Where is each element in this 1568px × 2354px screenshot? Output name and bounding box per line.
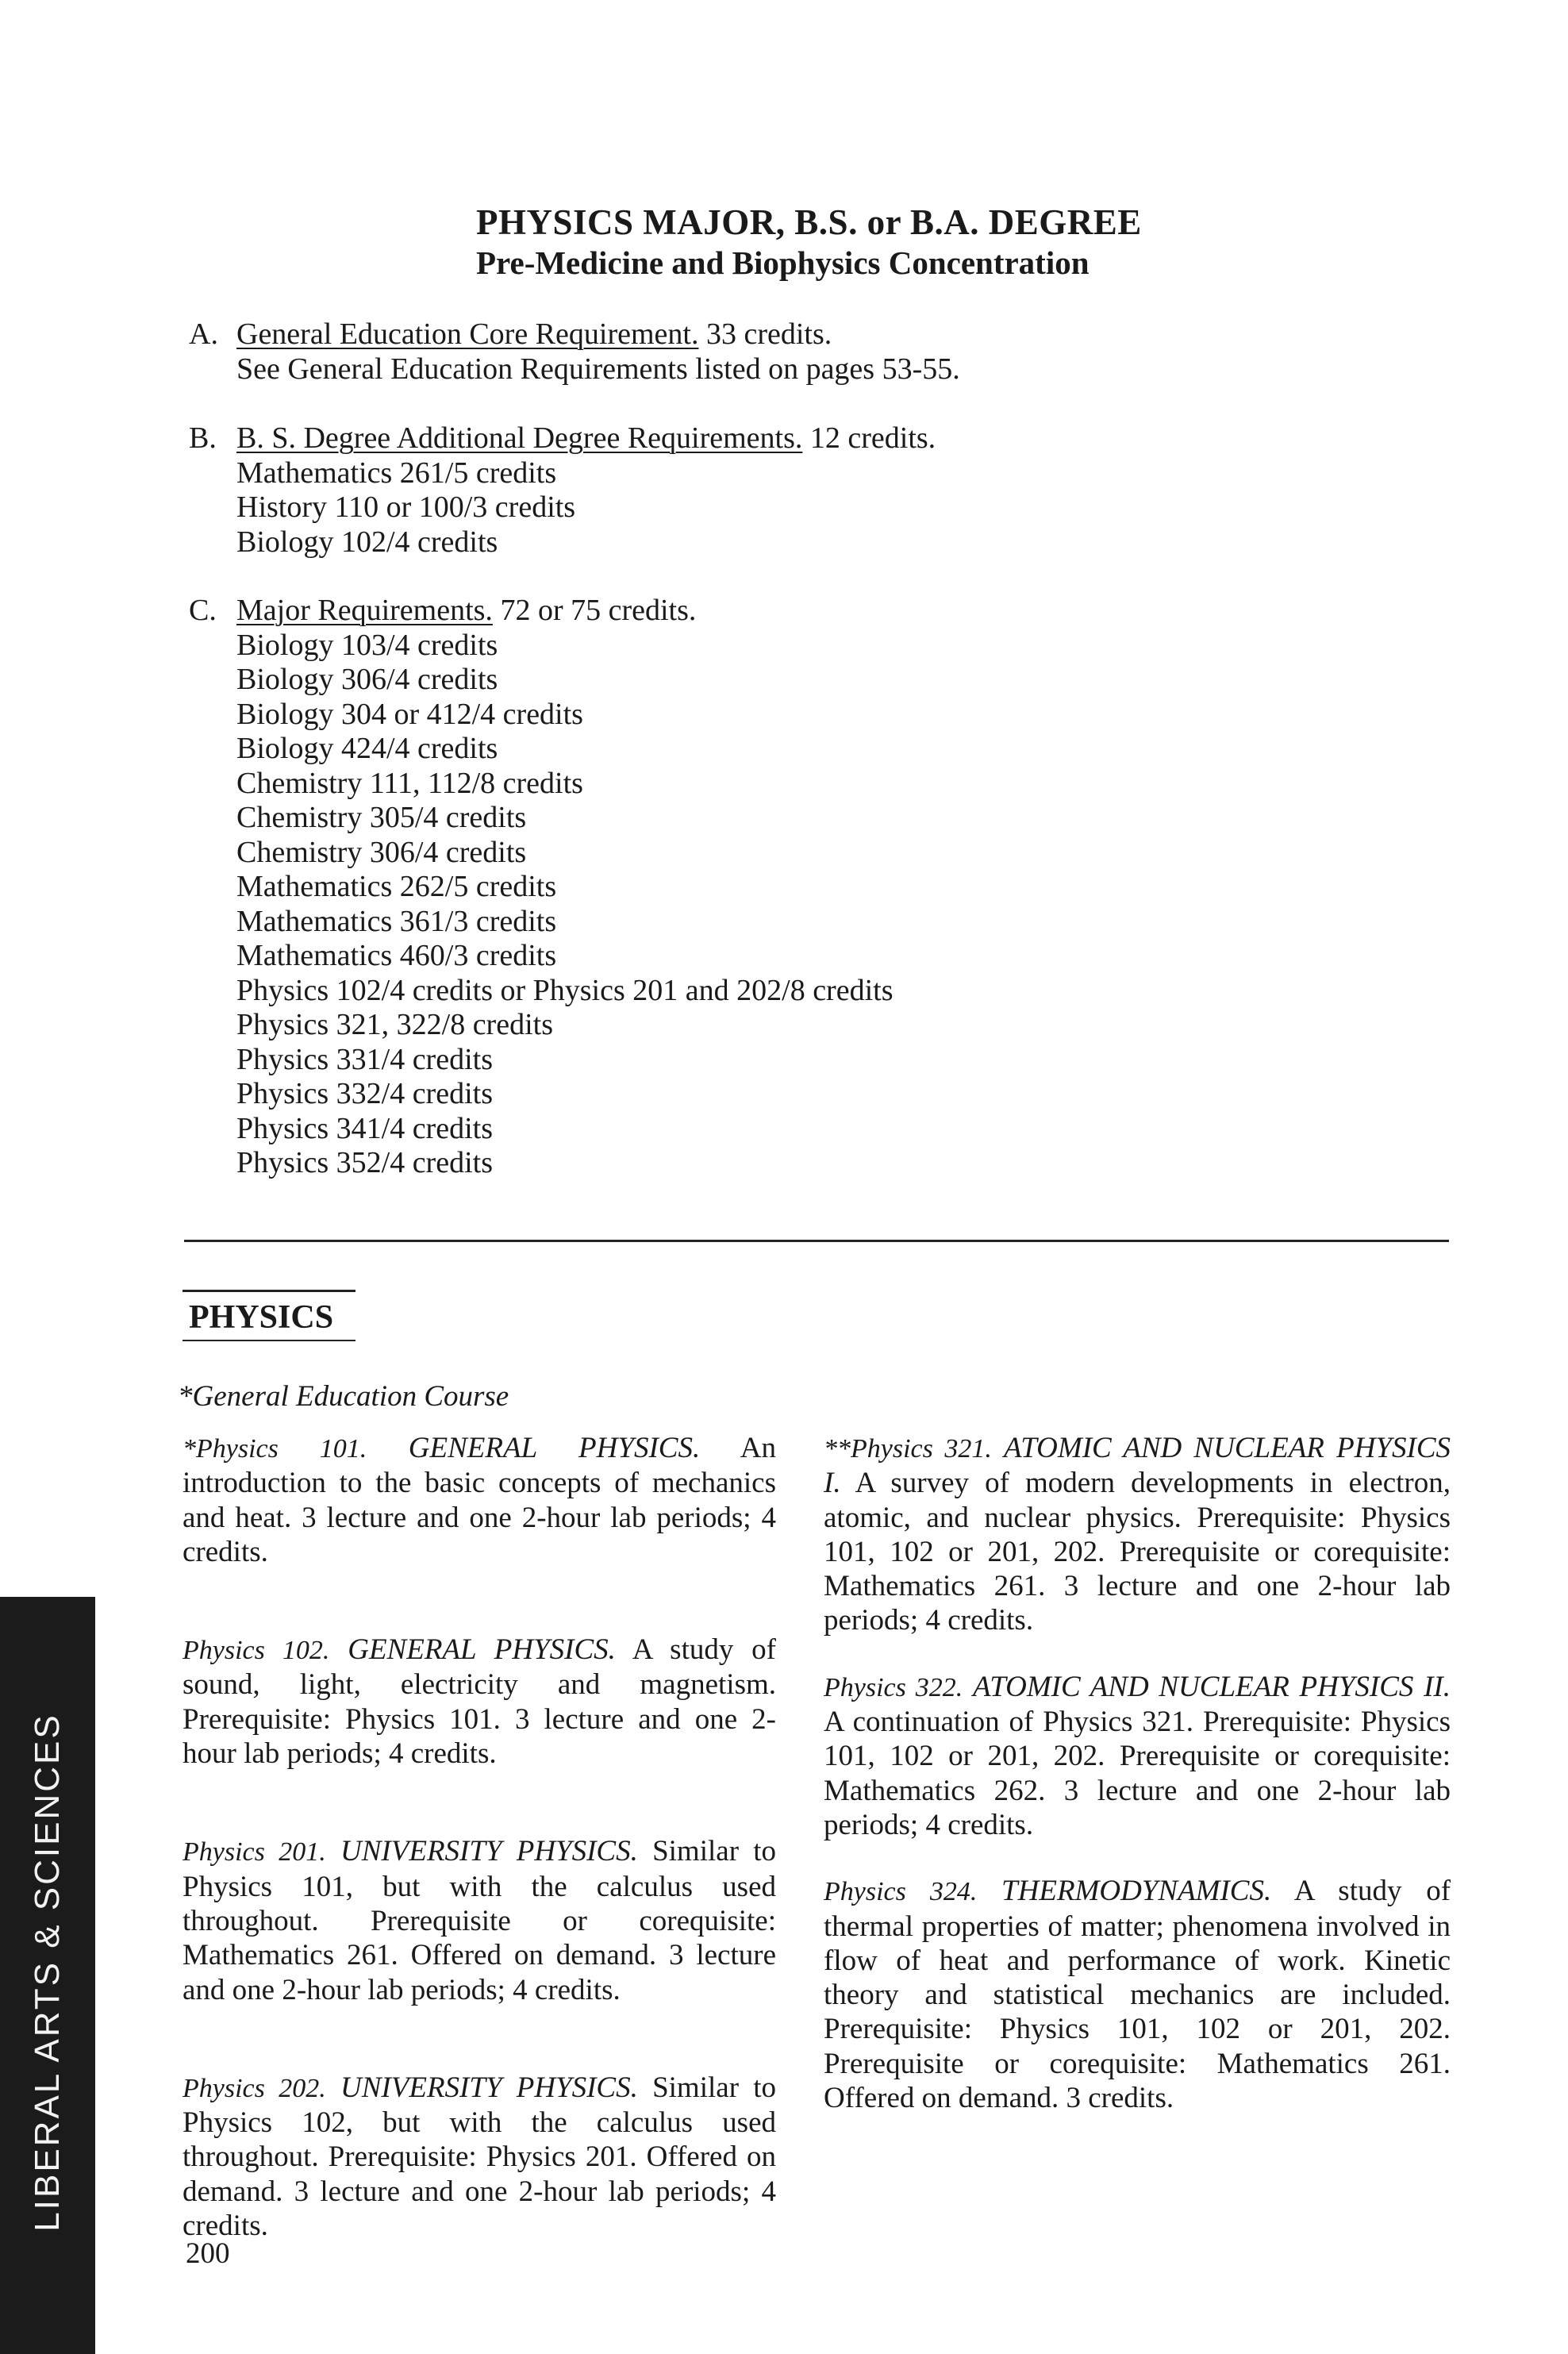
- course-physics-202: [183, 2071, 776, 2243]
- course-id: Physics 322.: [824, 1672, 963, 1702]
- list-item: History 110 or 100/3 credits: [236, 490, 576, 524]
- course-physics-324: [824, 1874, 1451, 2115]
- course-title: GENERAL PHYSICS.: [348, 1633, 616, 1667]
- list-item: Biology 102/4 credits: [236, 525, 498, 559]
- heading-rule-top: [183, 1290, 355, 1292]
- page-number: 200: [186, 2237, 230, 2270]
- section-heading: Major Requirements.: [236, 594, 493, 627]
- course-physics-102: [183, 1633, 776, 1771]
- course-title: ATOMIC AND NUCLEAR PHYSICS II.: [972, 1670, 1451, 1703]
- requirement-section-c: [189, 594, 1458, 1181]
- requirement-section-b: [189, 421, 1458, 560]
- list-item: Chemistry 111, 112/8 credits: [236, 766, 583, 800]
- list-item: Physics 321, 322/8 credits: [236, 1008, 553, 1041]
- course-id: **Physics 321.: [824, 1434, 992, 1464]
- course-column-right: [824, 1431, 1451, 2115]
- section-letter: B.: [189, 421, 217, 455]
- list-item: Physics 352/4 credits: [236, 1146, 493, 1179]
- list-item: Mathematics 261/5 credits: [236, 456, 557, 490]
- course-description: An introduction to the basic concepts of mechanics and heat. 3 lecture and one 2-hour lab periods; 4 credits.: [183, 1432, 776, 1568]
- list-item: Mathematics 361/3 credits: [236, 904, 557, 938]
- course-title: THERMODYNAMICS.: [1001, 1875, 1272, 1908]
- course-id: Physics 202.: [183, 2073, 326, 2103]
- heading-rule-bottom: [183, 1340, 355, 1341]
- course-description: A study of sound, light, electricity and magnetism. Prerequisite: Physics 101. 3 lecture and one 2-hour lab periods; 4 credits.: [183, 1633, 776, 1771]
- course-physics-201: [183, 1834, 776, 2006]
- course-description: Similar to Physics 102, but with the calculus used throughout. Prerequisite: Physics 201. Offered on demand. 3 lecture and one 2-hour lab periods; 4 credits.: [183, 2071, 776, 2243]
- gen-ed-note: *General Education Course: [178, 1380, 509, 1413]
- list-item: Biology 424/4 credits: [236, 732, 498, 765]
- page-title: PHYSICS MAJOR, B.S. or B.A. DEGREE: [476, 202, 1142, 242]
- course-title: GENERAL PHYSICS.: [408, 1432, 701, 1464]
- list-item: Biology 304 or 412/4 credits: [236, 697, 583, 731]
- list-item: Biology 103/4 credits: [236, 628, 498, 662]
- course-description: A continuation of Physics 321. Prerequisite: Physics 101, 102 or 201, 202. Prerequisite or corequisite: Mathematics 262. 3 lecture and one 2-hour lab periods; 4 credits.: [824, 1706, 1451, 1841]
- section-divider: [184, 1240, 1449, 1242]
- section-credits: 12 credits.: [809, 421, 936, 455]
- list-item: Mathematics 460/3 credits: [236, 939, 557, 972]
- list-item: Physics 102/4 credits or Physics 201 and 202/8 credits: [236, 973, 894, 1007]
- course-physics-322: [824, 1670, 1451, 1842]
- section-heading: General Education Core Requirement.: [236, 317, 699, 351]
- requirement-list: [189, 456, 1458, 560]
- section-credits: 72 or 75 credits.: [500, 594, 697, 627]
- requirement-list: [189, 629, 1458, 1181]
- course-title: UNIVERSITY PHYSICS.: [340, 2071, 638, 2104]
- section-letter: A.: [189, 317, 218, 351]
- section-note: See General Education Requirements listed on pages 53-55.: [236, 352, 960, 386]
- course-physics-101: [183, 1431, 776, 1569]
- list-item: Chemistry 305/4 credits: [236, 801, 527, 834]
- list-item: Mathematics 262/5 credits: [236, 870, 557, 903]
- course-title: UNIVERSITY PHYSICS.: [340, 1835, 638, 1868]
- course-description: Similar to Physics 101, but with the calculus used throughout. Prerequisite or corequisite: Mathematics 261. Offered on demand. 3 lecture and one 2-hour lab periods; 4 credits.: [183, 1835, 776, 2006]
- page-subtitle: Pre-Medicine and Biophysics Concentration: [476, 244, 1090, 281]
- course-id: Physics 102.: [183, 1636, 330, 1666]
- list-item: Physics 331/4 credits: [236, 1042, 493, 1076]
- physics-heading: PHYSICS: [189, 1299, 334, 1336]
- list-item: Physics 332/4 credits: [236, 1077, 493, 1110]
- list-item: Biology 306/4 credits: [236, 663, 498, 696]
- course-id: Physics 201.: [183, 1837, 326, 1867]
- section-letter: C.: [189, 594, 217, 627]
- page-header: [476, 202, 1190, 283]
- course-title: ATOMIC AND NUCLEAR PHYSICS I.: [824, 1432, 1451, 1500]
- list-item: Physics 341/4 credits: [236, 1111, 493, 1145]
- list-item: Chemistry 306/4 credits: [236, 835, 527, 869]
- course-description: A study of thermal properties of matter; phenomena involved in flow of heat and performance of work. Kinetic theory and statistical mechanics are included. Prerequisite: Physics 101, 102 or 201, 202. Prerequisite or corequisite: Mathematics 261. Offered on demand. 3 credits.: [824, 1875, 1451, 2115]
- section-credits: 33 credits.: [705, 317, 832, 351]
- course-id: Physics 324.: [824, 1877, 978, 1907]
- course-description: A survey of modern developments in electron, atomic, and nuclear physics. Prerequisite: Physics 101, 102 or 201, 202. Prerequisite or corequisite: Mathematics 261. 3 lecture and one 2-hour lab periods; 4 credits.: [824, 1467, 1451, 1637]
- side-tab-label: LIBERAL ARTS & SCIENCES: [28, 1713, 67, 2232]
- course-column-left: [183, 1431, 776, 2243]
- course-id: *Physics 101.: [183, 1434, 367, 1464]
- section-heading: B. S. Degree Additional Degree Requirements.: [236, 421, 803, 455]
- course-physics-321: [824, 1431, 1451, 1638]
- requirement-section-a: [189, 317, 1458, 387]
- physics-heading-block: [183, 1290, 355, 1341]
